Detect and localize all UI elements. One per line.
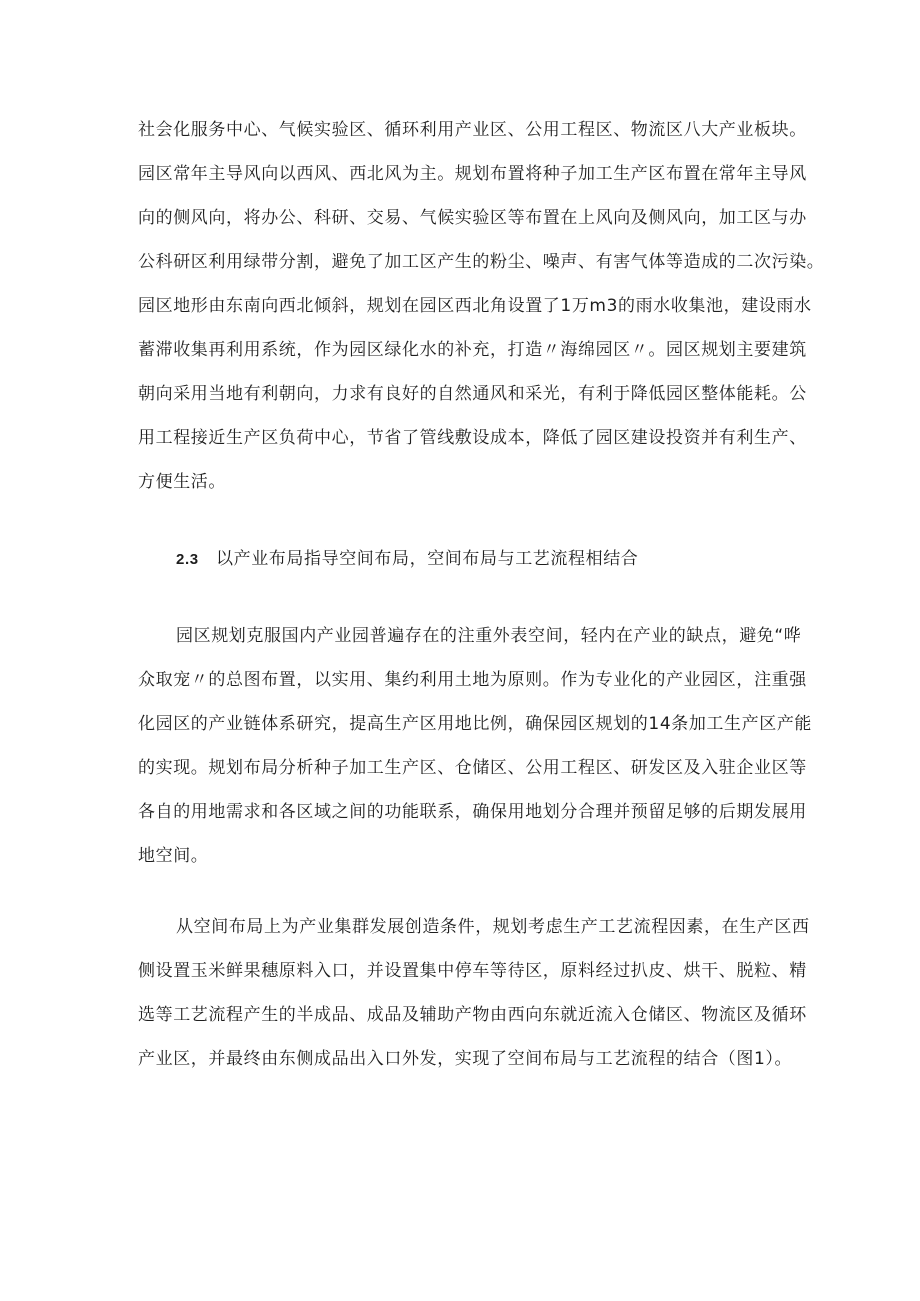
paragraph-line: 园区地形由东南向西北倾斜，规划在园区西北角设置了1万m3的雨水收集池，建设雨水 [138,296,812,316]
paragraph-line: 园区常年主导风向以西风、西北风为主。规划布置将种子加工生产区布置在常年主导风 [138,164,807,184]
paragraph-line: 各自的用地需求和各区域之间的功能联系，确保用地划分合理并预留足够的后期发展用 [138,802,807,822]
paragraph-line: 蓄滞收集再利用系统，作为园区绿化水的补充，打造〃海绵园区〃。园区规划主要建筑 [138,340,807,360]
paragraph-line: 向的侧风向，将办公、科研、交易、气候实验区等布置在上风向及侧风向，加工区与办 [138,208,807,228]
paragraph-line: 公科研区利用绿带分割，避免了加工区产生的粉尘、噪声、有害气体等造成的二次污染。 [138,252,825,272]
section-title: 以产业布局指导空间布局，空间布局与工艺流程相结合 [216,549,639,569]
paragraph-line: 朝向采用当地有利朝向，力求有良好的自然通风和采光，有利于降低园区整体能耗。公 [138,384,807,404]
section-heading [176,547,638,572]
paragraph-line: 用工程接近生产区负荷中心，节省了管线敷设成本，降低了园区建设投资并有利生产、 [138,428,807,448]
paragraph-line: 从空间布局上为产业集群发展创造条件，规划考虑生产工艺流程因素，在生产区西 [176,917,810,937]
paragraph-line: 地空间。 [138,846,209,866]
paragraph-line: 选等工艺流程产生的半成品、成品及辅助产物由西向东就近流入仓储区、物流区及循环 [138,1005,807,1025]
paragraph-line: 的实现。规划布局分析种子加工生产区、仓储区、公用工程区、研发区及入驻企业区等 [138,758,807,778]
paragraph-line: 方便生活。 [138,472,226,492]
paragraph-line: 众取宠〃的总图布置，以实用、集约利用土地为原则。作为专业化的产业园区，注重强 [138,670,807,690]
paragraph-line: 社会化服务中心、气候实验区、循环利用产业区、公用工程区、物流区八大产业板块。 [138,120,807,140]
paragraph-line: 侧设置玉米鲜果穗原料入口，并设置集中停车等待区，原料经过扒皮、烘干、脱粒、精 [138,961,807,981]
paragraph-line: 化园区的产业链体系研究，提高生产区用地比例，确保园区规划的14条加工生产区产能 [138,714,813,734]
paragraph-line: 园区规划克服国内产业园普遍存在的注重外表空间，轻内在产业的缺点，避免“哗 [176,626,802,646]
section-number: 2.3 [176,551,199,568]
paragraph-line: 产业区，并最终由东侧成品出入口外发，实现了空间布局与工艺流程的结合（图1）。 [138,1049,793,1069]
